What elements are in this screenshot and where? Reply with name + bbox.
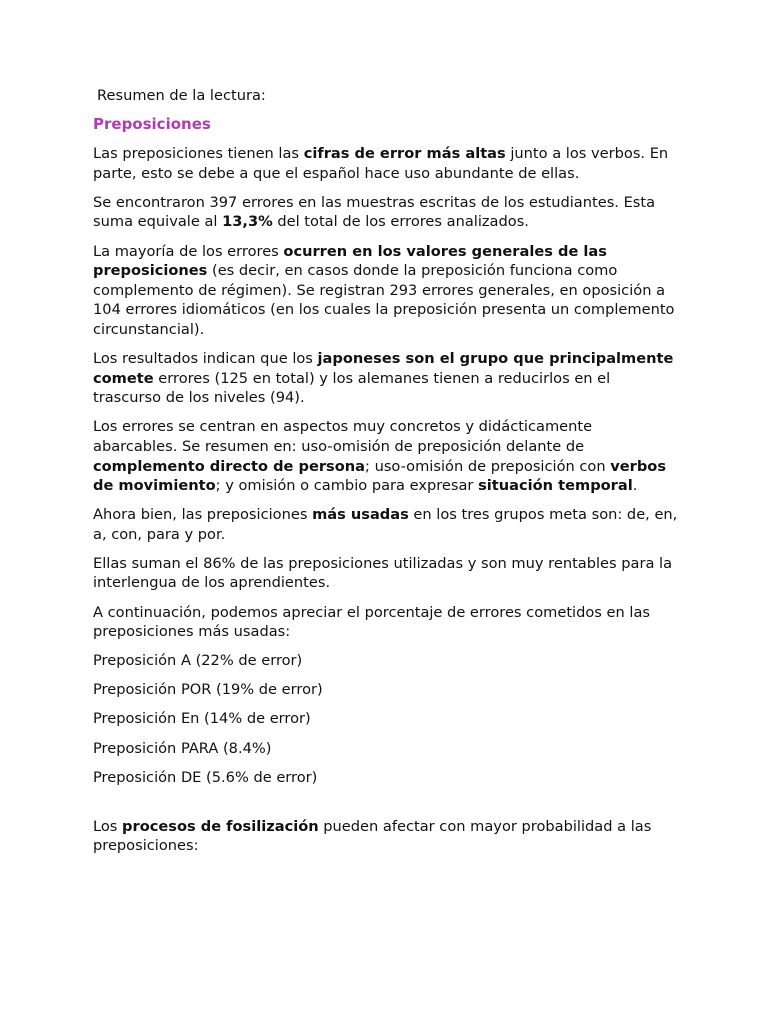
- bold-phrase: complemento directo de persona: [93, 457, 366, 475]
- paragraph-continuation: A continuación, podemos apreciar el porcentaje de errores cometidos en las preposiciones más usadas:: [93, 603, 650, 641]
- paragraph-percentage: Ellas suman el 86% de las preposiciones utilizadas y son muy rentables para la interlengua de los aprendientes.: [93, 554, 673, 592]
- paragraph-error-count: Se encontraron 397 errores en las muestras escritas de los estudiantes. Esta suma equivale al 13,3% del total de los errores analizados.: [93, 193, 656, 231]
- section-heading: Preposiciones: [93, 115, 211, 134]
- blank-line: [93, 797, 678, 817]
- list-item: Preposición DE (5.6% de error): [93, 768, 318, 786]
- paragraph-most-used: Ahora bien, las preposiciones más usadas en los tres grupos meta son: de, en, a, con, para y por.: [93, 506, 678, 543]
- document-page: [93, 86, 678, 865]
- paragraph-general-values: La mayoría de los errores ocurren en los valores generales de las preposiciones (es decir, en casos donde la preposición funciona como complemento de régimen). Se registran 293 errores generales, en oposición a 104 errores idiomáticos (en los cuales la preposición presenta un complemento circunstancial).: [93, 242, 675, 338]
- list-item: Preposición En (14% de error): [93, 710, 311, 728]
- list-item: Preposición A (22% de error): [93, 652, 303, 670]
- list-item: Preposición PARA (8.4%): [93, 739, 272, 757]
- paragraph-fossilization: Los procesos de fosilización pueden afectar con mayor probabilidad a las preposiciones:: [93, 817, 652, 855]
- bold-phrase: situación temporal: [478, 477, 633, 495]
- bold-phrase: verbos de movimiento: [93, 457, 667, 495]
- bold-phrase: más usadas: [312, 506, 409, 524]
- bold-phrase: japoneses son el grupo que principalmente comete: [93, 350, 674, 387]
- paragraph-error-aspects: Los errores se centran en aspectos muy concretos y didácticamente abarcables. Se resumen en: uso-omisión de preposición delante de complemento directo de persona; uso-omisión de preposición con verbos de movimiento; y omisión o cambio para expresar situación temporal.: [93, 418, 667, 495]
- bold-phrase: ocurren en los valores generales de las preposiciones: [93, 242, 607, 280]
- intro-line: Resumen de la lectura:: [97, 87, 266, 104]
- list-item: Preposición POR (19% de error): [93, 681, 323, 699]
- bold-phrase: 13,3%: [222, 213, 273, 231]
- paragraph-results: Los resultados indican que los japoneses son el grupo que principalmente comete errores (125 en total) y los alemanes tienen a reducirlos en el trascurso de los niveles (94).: [93, 350, 674, 407]
- bold-phrase: cifras de error más altas: [303, 145, 506, 163]
- paragraph-error-figures: Las preposiciones tienen las cifras de error más altas junto a los verbos. En parte, esto se debe a que el español hace uso abundante de ellas.: [93, 145, 669, 182]
- bold-phrase: procesos de fosilización: [122, 817, 319, 835]
